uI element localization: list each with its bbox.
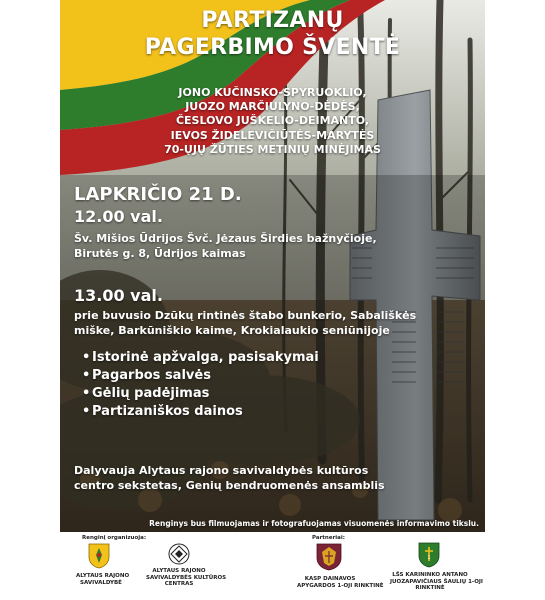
partisan-names (60, 86, 485, 157)
culture-centre-logo-icon (167, 542, 191, 566)
participants (74, 463, 385, 493)
place-mass (74, 232, 377, 261)
participants-line: centro sekstetas, Genių bendruomenės ansamblis (74, 479, 385, 492)
poster-title-line-1: PARTIZANŲ (201, 8, 344, 33)
partner-caption-1: KASP DAINAVOS APYGARDOS 1-OJI RINKTINĖ (297, 576, 384, 589)
name-line: 70-ŲJŲ ŽŪTIES METINIŲ MINĖJIMAS (164, 142, 381, 156)
place-line: Šv. Mišios Ūdrijos Švč. Jėzaus Širdies bažnyčioje, (74, 232, 377, 245)
program-item: • Istorinė apžvalga, pasisakymai (82, 350, 319, 365)
time-mass: 12.00 val. (74, 207, 163, 226)
svg-text:1: 1 (427, 555, 431, 561)
place-line: miške, Barkūniškio kaime, Krokialaukio seniūnijoje (74, 323, 390, 337)
name-line: JONO KUČINSKO-SPYRUOKLIO, (178, 86, 367, 99)
sponsors-strip (60, 532, 485, 600)
organizers-label: Renginį organizuoja: (82, 535, 147, 541)
participants-line: Dalyvauja Alytaus rajono savivaldybės kultūros (74, 464, 369, 477)
filming-note: Renginys bus filmuojamas ir fotografuojamas visuomenės informavimo tikslu. (149, 519, 479, 528)
program-item: • Partizaniškos dainos (82, 404, 243, 419)
partners-label: Partneriai: (312, 535, 345, 541)
program-item: • Gėlių padėjimas (82, 386, 210, 401)
place-line: Birutės g. 8, Ūdrijos kaimas (74, 246, 246, 260)
program-item: • Pagarbos salvės (82, 368, 211, 383)
lss-riflemen-emblem-icon (418, 542, 440, 568)
name-line: IEVOS ŽIDELEVIČIŪTĖS-MARYTĖS (170, 128, 375, 142)
place-line: prie buvusio Dzūkų rintinės štabo bunkerio, Sabališkės (74, 309, 417, 322)
place-bunker (74, 309, 416, 338)
name-line: ČESLOVO JUŠKELIO-DEIMANTO, (175, 114, 370, 128)
partner-caption-2: LŠS KARININKO ANTANO JUOZAPAVIČIAUS ŠAULIŲ 1-OJI RINKTINĖ (390, 572, 483, 591)
kasp-dainava-emblem-icon (316, 543, 342, 571)
program-list (82, 349, 319, 421)
poster-title-line-2: PAGERBIMO ŠVENTĖ (144, 35, 401, 60)
organizer-caption-1: ALYTAUS RAJONO SAVIVALDYBĖ (76, 573, 130, 586)
poster-background (60, 0, 485, 532)
time-bunker: 13.00 val. (74, 286, 163, 305)
name-line: JUOZO MARČIULYNO-DĖDĖS, (185, 100, 360, 114)
organizer-caption-2: ALYTAUS RAJONO SAVIVALDYBĖS KULTŪROS CENTRAS (146, 568, 227, 587)
event-date: LAPKRIČIO 21 D. (74, 184, 242, 205)
event-poster (60, 0, 485, 532)
alytus-district-coat-of-arms-icon (88, 543, 110, 569)
